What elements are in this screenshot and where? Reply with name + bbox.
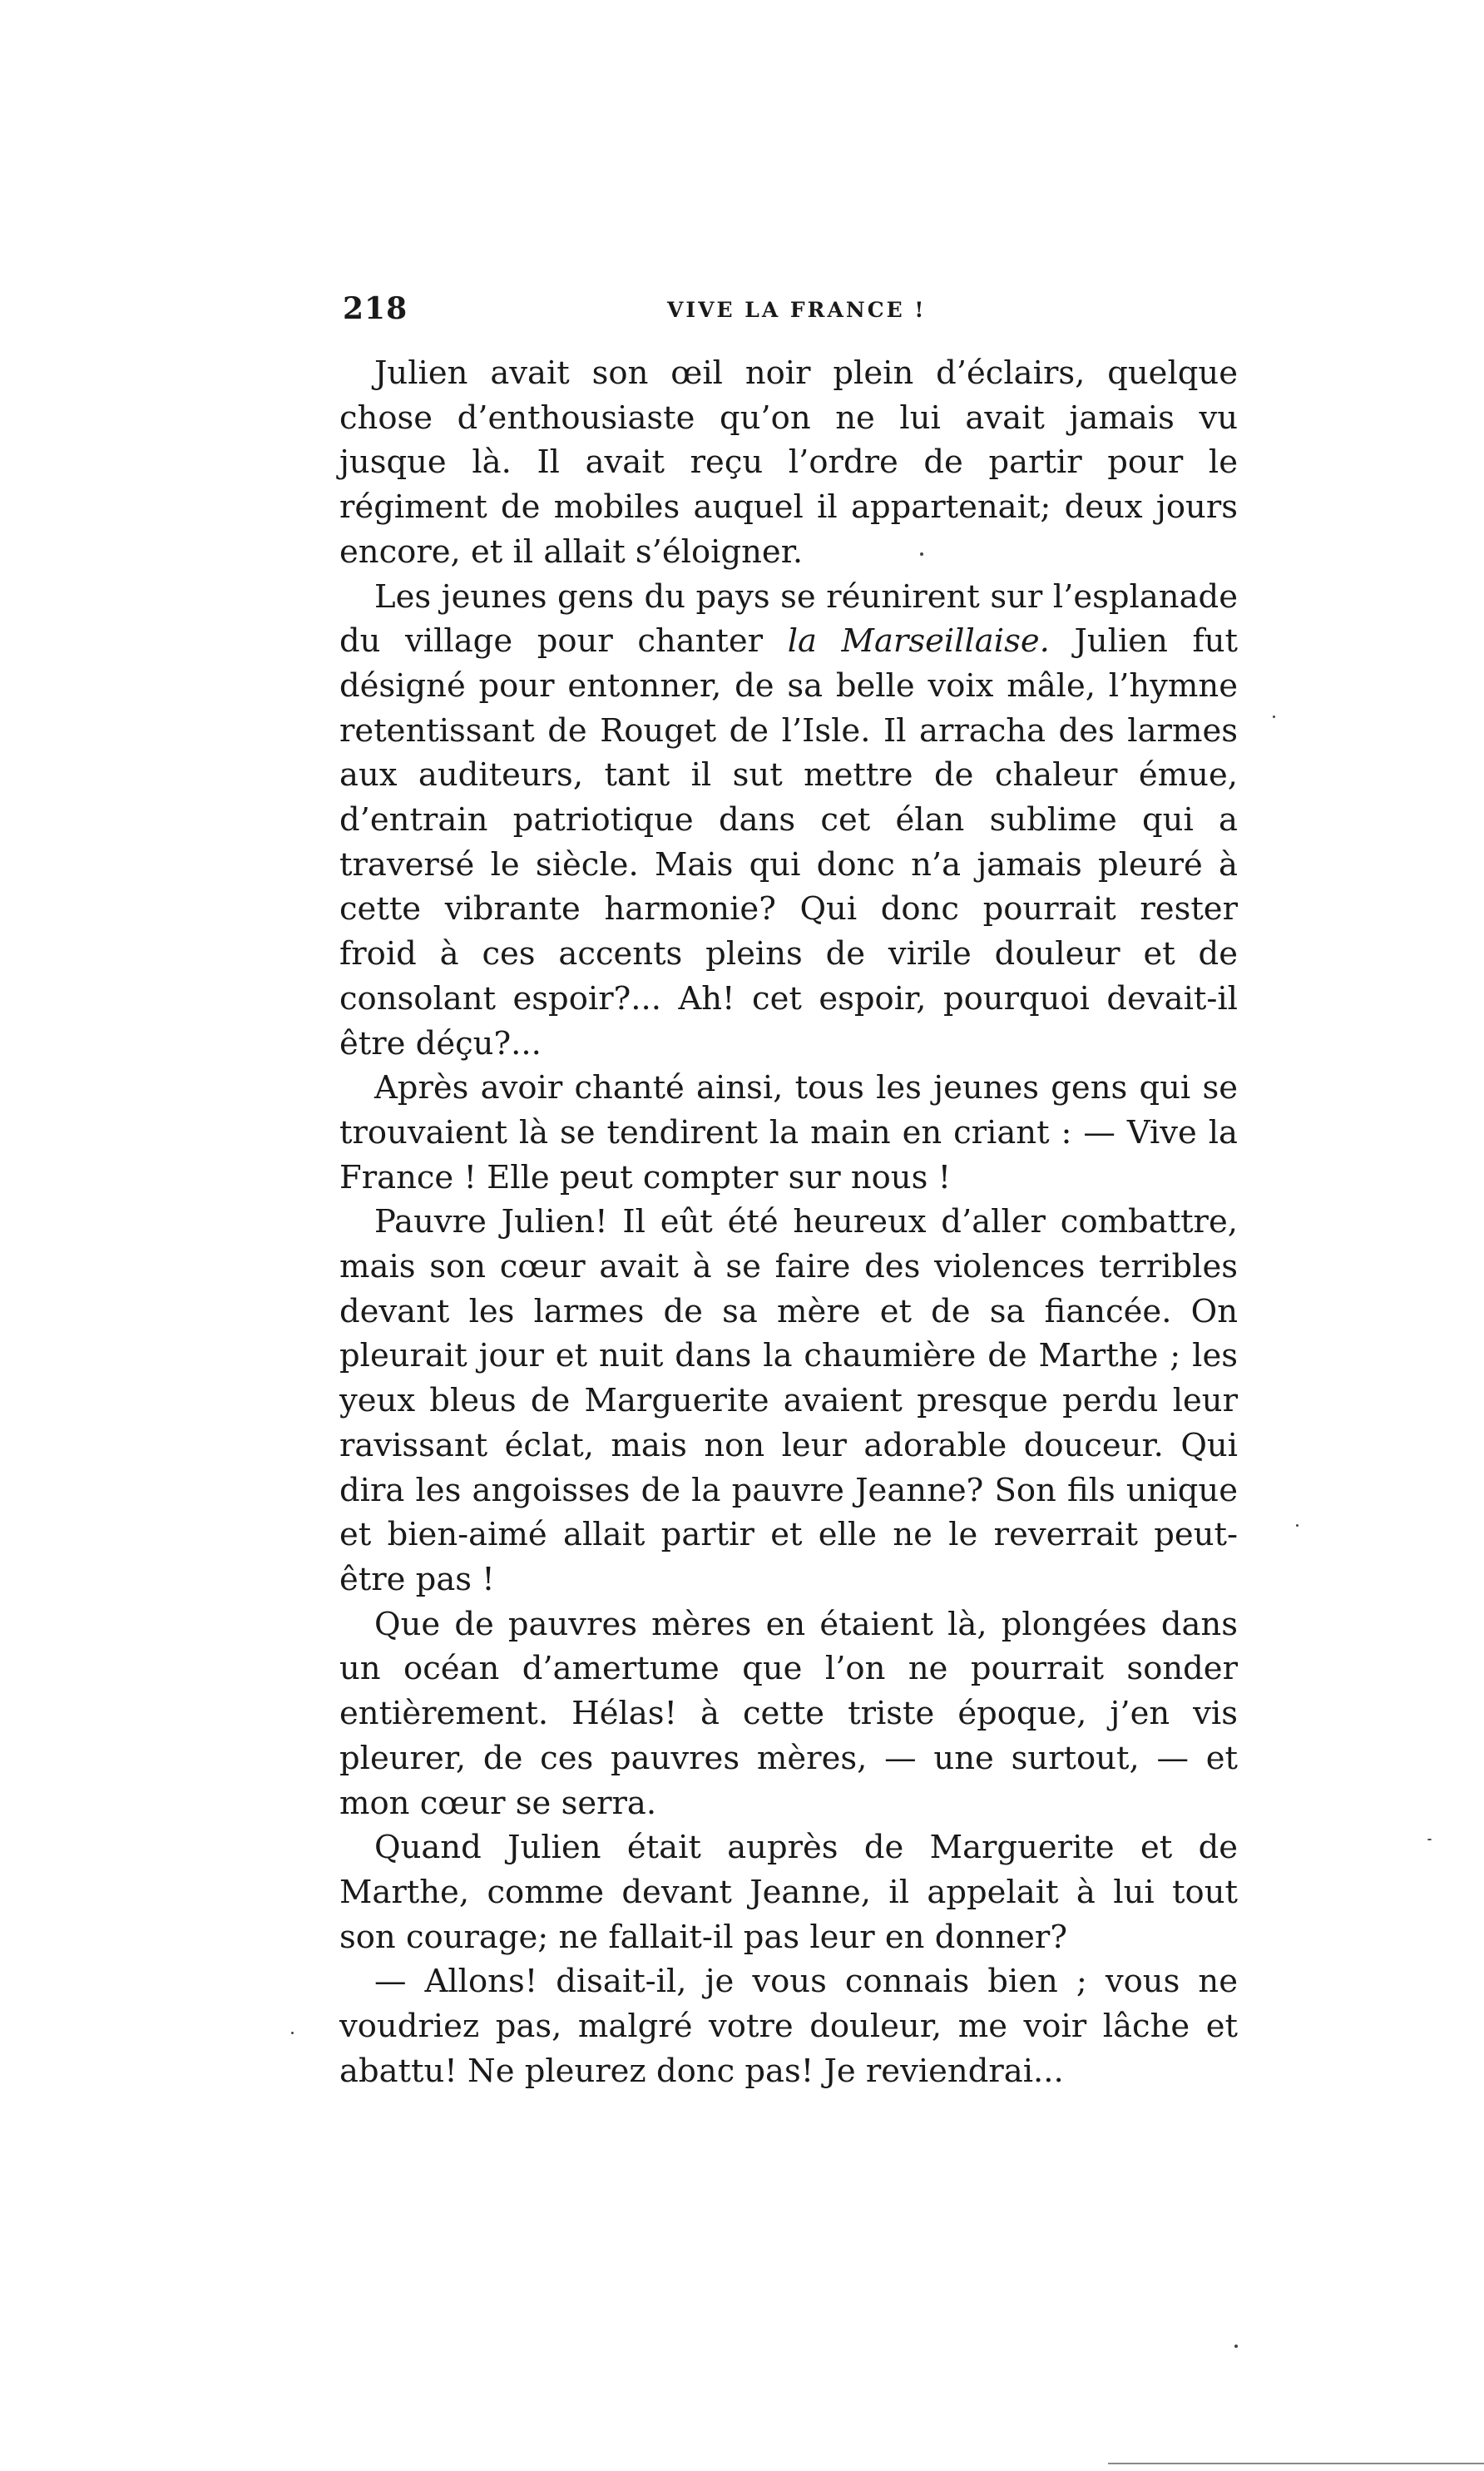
- scan-speck: [291, 2032, 294, 2034]
- page-header: [343, 291, 1241, 341]
- body-text: [339, 351, 1238, 2093]
- paragraph-3: Après avoir chanté ainsi, tous les jeunes gens qui se trouvaient là se tendirent la main en criant : — Vive la France ! Elle peut compter sur nous !: [339, 1069, 1238, 1196]
- scan-speck: [1273, 716, 1275, 718]
- page-number: 218: [343, 291, 408, 326]
- paragraph-2-end: Julien fut désigné pour entonner, de sa belle voix mâle, l’hymne retentissant de Rouget de l’Isle. Il arracha des larmes aux auditeurs, tant il sut mettre de chaleur émue, d’entrain patriotique dans cet élan sublime qui a traversé le siècle. Mais qui donc n’a jamais pleuré à cette vibrante harmonie? Qui donc pourrait rester froid à ces accents pleins de virile douleur et de consolant espoir?... Ah! cet espoir, pourquoi devait-il être déçu?...: [339, 622, 1238, 1062]
- running-title: VIVE LA FRANCE !: [667, 298, 927, 322]
- paragraph-4: Pauvre Julien! Il eût été heureux d’aller combattre, mais son cœur avait à se faire des violences terribles devant les larmes de sa mère et de sa fiancée. On pleurait jour et nuit dans la chaumière de Marthe ; les yeux bleus de Marguerite avaient presque perdu leur ravissant éclat, mais non leur adorable douceur. Qui dira les angoisses de la pauvre Jeanne? Son fils unique et bien-aimé allait partir et elle ne le reverrait peut-être pas !: [339, 1203, 1238, 1598]
- scan-speck: [1234, 2345, 1238, 2348]
- scan-edge-line: [1108, 2463, 1484, 2464]
- scan-speck: [920, 552, 923, 556]
- paragraph-2: [339, 575, 1238, 1067]
- scan-speck: [1296, 1524, 1298, 1527]
- paragraph-7: — Allons! disait-il, je vous connais bien ; vous ne voudriez pas, malgré votre douleur, me voir lâche et abattu! Ne pleurez donc pas! Je reviendrai...: [339, 1963, 1238, 2090]
- italic-song-title: la Marseillaise.: [787, 622, 1050, 661]
- scan-speck: [1427, 1839, 1432, 1840]
- paragraph-1: Julien avait son œil noir plein d’éclairs, quelque chose d’enthousiaste qu’on ne lui avait jamais vu jusque là. Il avait reçu l’ordre de partir pour le régiment de mobiles auquel il appartenait; deux jours encore, et il allait s’éloigner.: [339, 354, 1238, 571]
- paragraph-2-start: Les jeunes gens du pays se réunirent sur l’esplanade du village pour chanter: [339, 577, 1238, 661]
- paragraph-6: Quand Julien était auprès de Marguerite et de Marthe, comme devant Jeanne, il appelait à lui tout son courage; ne fallait-il pas leur en donner?: [339, 1829, 1238, 1956]
- paragraph-5: Que de pauvres mères en étaient là, plongées dans un océan d’amertume que l’on ne pourrait sonder entièrement. Hélas! à cette triste époque, j’en vis pleurer, de ces pauvres mères, — une surtout, — et mon cœur se serra.: [339, 1605, 1238, 1822]
